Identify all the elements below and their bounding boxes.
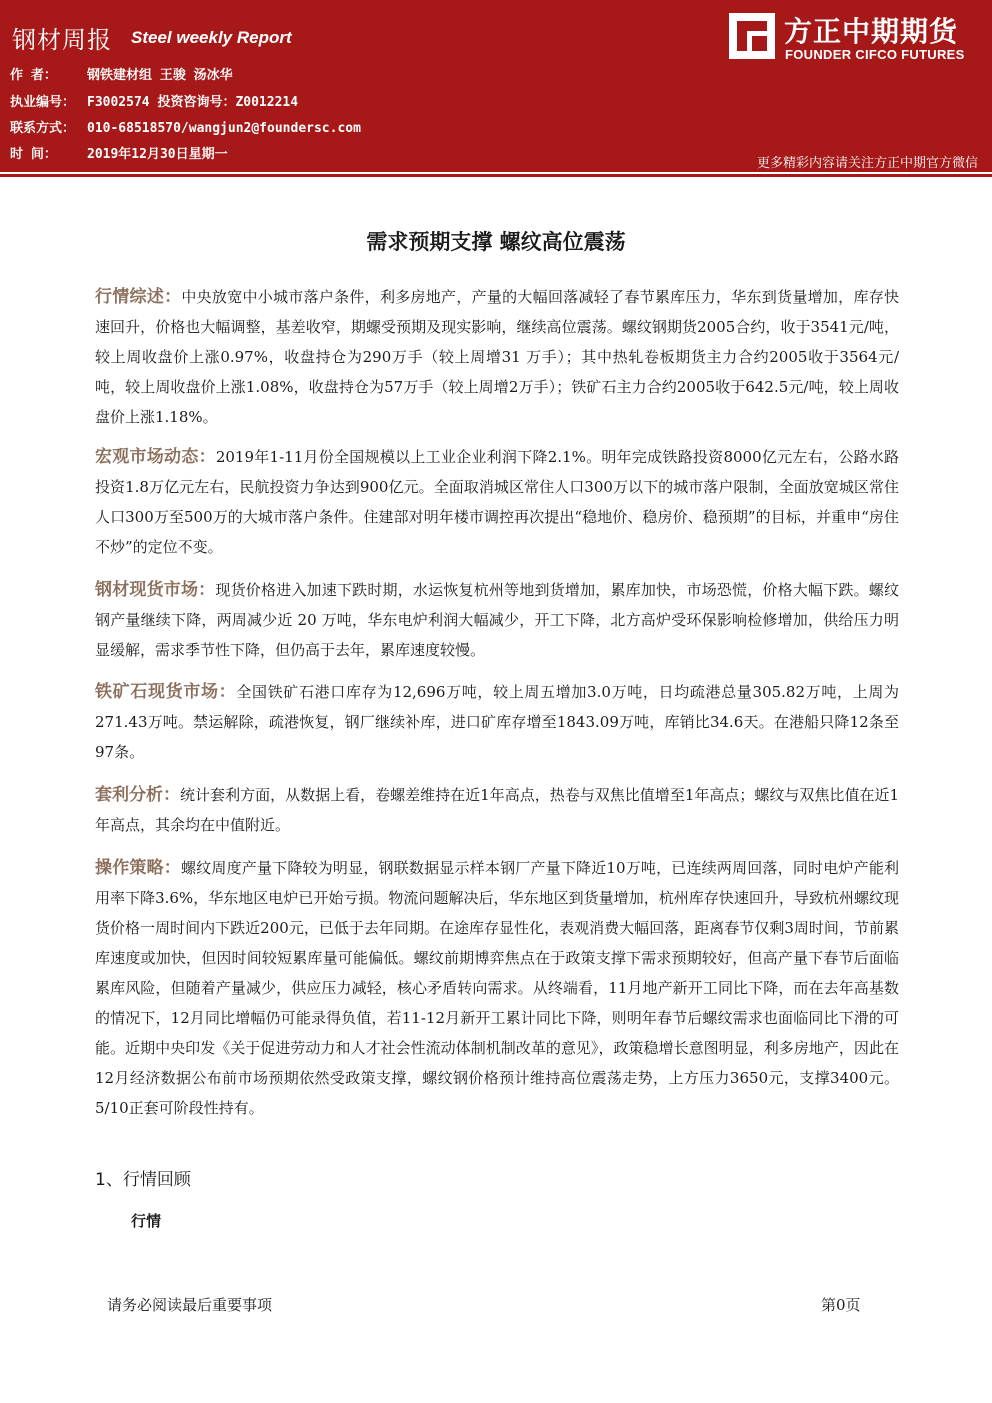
- report-name: 钢材周报: [12, 26, 112, 54]
- section-macro-dynamics: [95, 442, 899, 562]
- section-label: 操作策略：: [95, 858, 181, 878]
- document-title: 需求预期支撑 螺纹高位震荡: [366, 230, 626, 254]
- subsubheading-quotes: 行情: [131, 1212, 162, 1230]
- report-header-band: [0, 0, 992, 172]
- meta-license: [10, 91, 298, 110]
- section-label: 行情综述：: [95, 287, 182, 307]
- meta-contact-label: 联系方式：: [10, 121, 76, 136]
- header-divider: [0, 174, 992, 177]
- meta-contact-value: 010-68518570/wangjun2@foundersc.com: [87, 121, 361, 136]
- subheading-market-review: 1、行情回顾: [95, 1170, 191, 1190]
- section-text: 统计套利方面，从数据上看，卷螺差维持在近1年高点，热卷与双焦比值增至1年高点；螺纹与双焦比值在近1年高点，其余均在中值附近。: [95, 786, 900, 834]
- report-name-en: Steel weekly Report: [131, 28, 292, 47]
- footer-page-number: 第0页: [821, 1296, 861, 1314]
- meta-date: [10, 143, 228, 162]
- meta-author-label: 作 者：: [10, 68, 57, 83]
- meta-license-label: 执业编号：: [10, 95, 76, 110]
- wechat-follow-note: 更多精彩内容请关注方正中期官方微信: [756, 156, 978, 171]
- section-iron-ore-spot-market: [95, 677, 899, 767]
- meta-license-value: F3002574 投资咨询号：Z0012214: [87, 95, 299, 110]
- section-text: 全国铁矿石港口库存为12,696万吨，较上周五增加3.0万吨，日均疏港总量305.82万吨，上周为271.43万吨。禁运解除，疏港恢复，钢厂继续补库，进口矿库存增至1843.09万吨，库销比34.6天。在港船只降12条至97条。: [95, 683, 899, 761]
- meta-author-value: 钢铁建材组 王骏 汤冰华: [87, 68, 233, 83]
- section-market-overview: [95, 282, 899, 432]
- section-text: 2019年1-11月份全国规模以上工业企业利润下降2.1%。明年完成铁路投资8000亿元左右，公路水路投资1.8万亿元左右，民航投资力争达到900亿元。全面取消城区常住人口300万以下的城市落户限制，全面放宽城区常住人口300万至500万的大城市落户条件。住建部对明年楼市调控再次提出“稳地价、稳房价、稳预期”的目标，并重申“房住不炒”的定位不变。: [95, 448, 899, 556]
- logo-name-cn: 方正中期期货: [784, 15, 959, 48]
- footer-disclaimer-notice: 请务必阅读最后重要事项: [107, 1296, 273, 1314]
- section-steel-spot-market: [95, 575, 899, 665]
- section-text: 现货价格进入加速下跌时期，水运恢复杭州等地到货增加，累库加快，市场恐慌，价格大幅下跌。螺纹钢产量继续下降，两周减少近 20 万吨，华东电炉利润大幅减少，开工下降，北方高炉受环保影响检修增加，供给压力明显缓解，需求季节性下降，但仍高于去年，累库速度较慢。: [95, 581, 899, 659]
- meta-contact: [10, 117, 361, 136]
- meta-date-value: 2019年12月30日星期一: [87, 147, 228, 162]
- section-text: 中央放宽中小城市落户条件，利多房地产，产量的大幅回落减轻了春节累库压力，华东到货量增加，库存快速回升，价格也大幅调整，基差收窄，期螺受预期及现实影响，继续高位震荡。螺纹钢期货2005合约，收于3541元/吨，较上周收盘价上涨0.97%，收盘持仓为290万手（较上周增31 万手）；其中热轧卷板期货主力合约2005收于3564元/吨，较上周收盘价上涨1.08%，收盘持仓为57万手（较上周增2万手）；铁矿石主力合约2005收于642.5元/吨，较上周收盘价上涨1.18%。: [95, 288, 899, 426]
- section-trading-strategy: [95, 853, 899, 1123]
- section-label: 宏观市场动态：: [95, 447, 216, 467]
- meta-date-label: 时 间：: [10, 147, 57, 162]
- section-label: 套利分析：: [95, 785, 181, 805]
- logo-name-en: FOUNDER CIFCO FUTURES: [785, 47, 965, 62]
- section-label: 铁矿石现货市场：: [95, 682, 237, 702]
- company-logo: [728, 12, 980, 64]
- meta-author: [10, 64, 233, 83]
- section-arbitrage-analysis: [95, 780, 899, 840]
- logo-mark-icon: [728, 12, 776, 60]
- section-text: 螺纹周度产量下降较为明显，钢联数据显示样本钢厂产量下降近10万吨，已连续两周回落，同时电炉产能利用率下降3.6%，华东地区电炉已开始亏损。物流问题解决后，华东地区到货量增加，杭州库存快速回升，导致杭州螺纹现货价格一周时间内下跌近200元，已低于去年同期。在途库存显性化，表观消费大幅回落，距离春节仅剩3周时间，节前累库速度或加快，但因时间较短累库量可能偏低。螺纹前期博弈焦点在于政策支撑下需求预期较好，但高产量下春节后面临累库风险，但随着产量减少，供应压力减轻，核心矛盾转向需求。从终端看，11月地产新开工同比下降，而在去年高基数的情况下，12月同比增幅仍可能录得负值，若11-12月新开工累计同比下降，则明年春节后螺纹需求也面临同比下滑的可能。近期中央印发《关于促进劳动力和人才社会性流动体制机制改革的意见》，政策稳增长意图明显，利多房地产，因此在12月经济数据公布前市场预期依然受政策支撑，螺纹钢价格预计维持高位震荡走势，上方压力3650元，支撑3400元。5/10正套可阶段性持有。: [95, 859, 900, 1117]
- section-label: 钢材现货市场：: [95, 580, 216, 600]
